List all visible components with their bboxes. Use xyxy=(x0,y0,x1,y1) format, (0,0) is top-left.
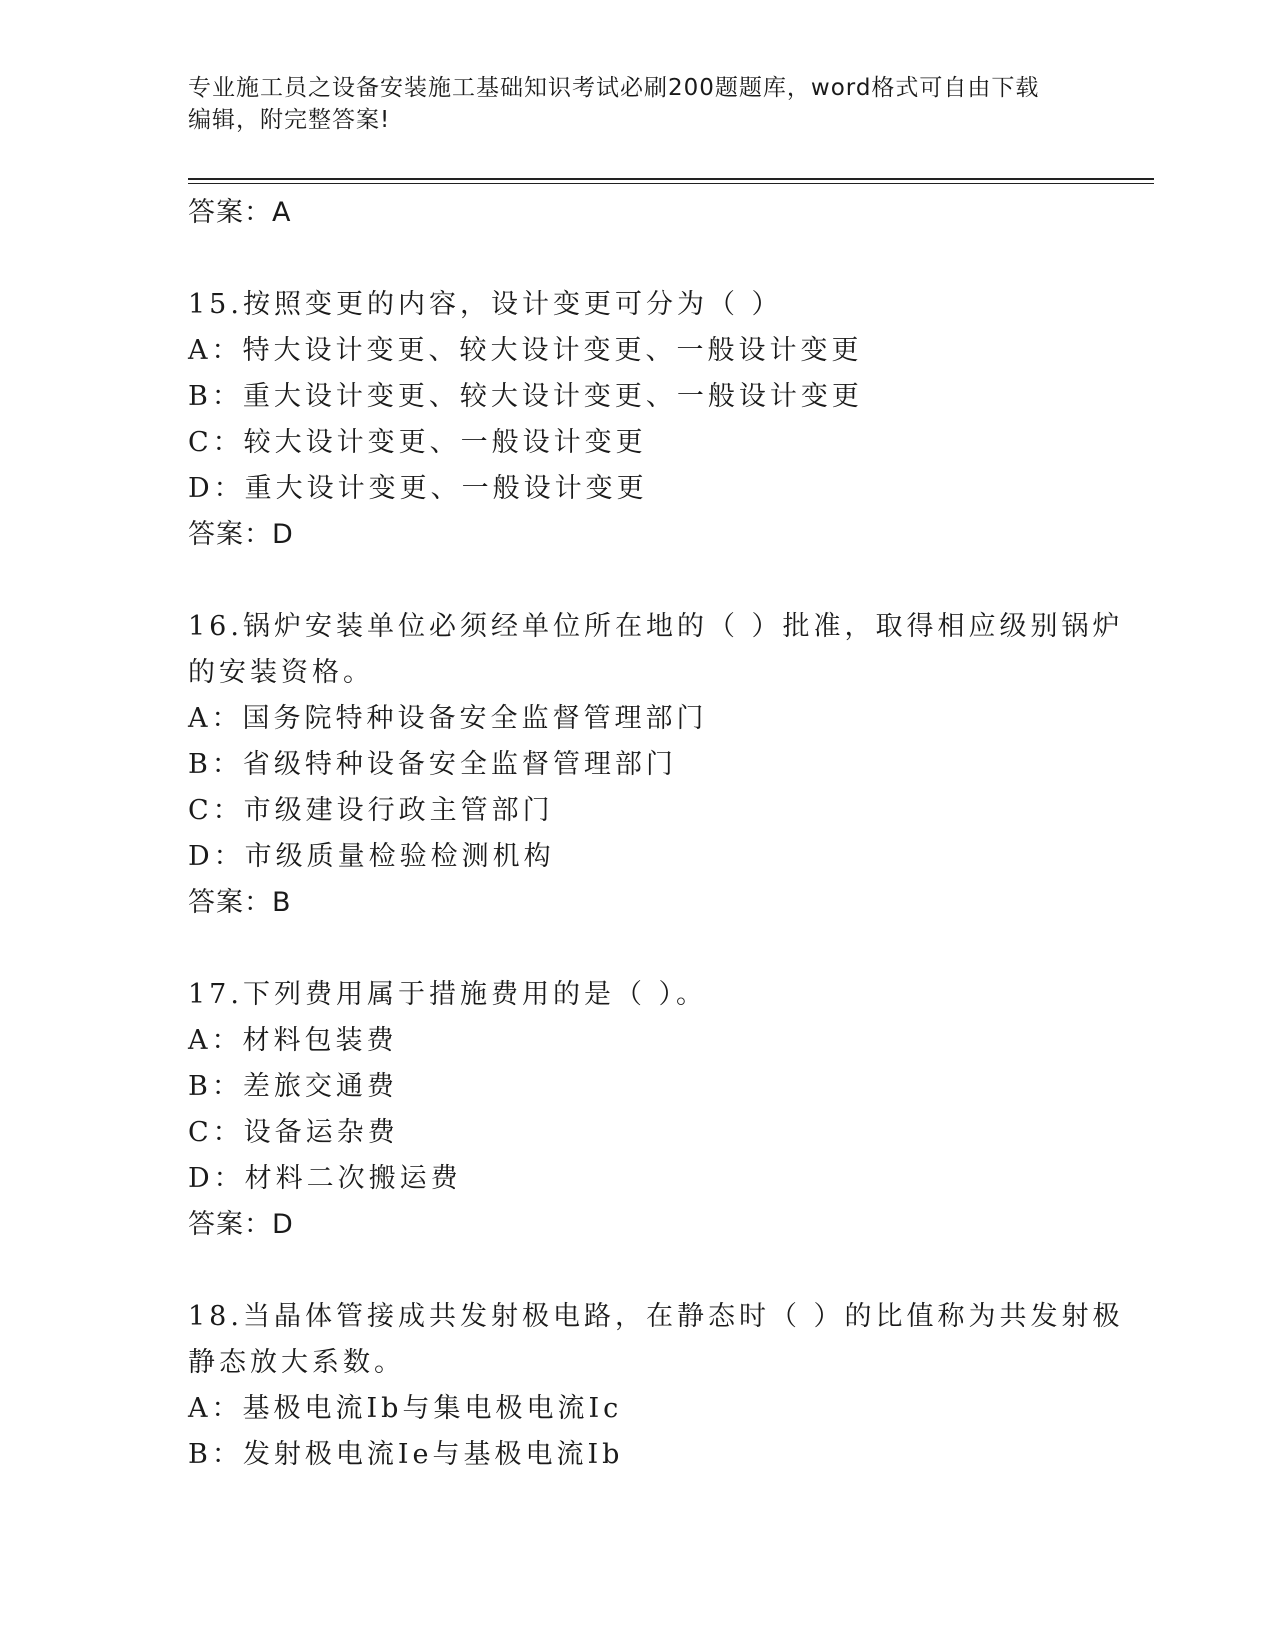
document-body xyxy=(188,190,1124,1478)
question-block xyxy=(188,282,1088,558)
question-option: B：发射极电流Ie与基极电流Ib xyxy=(188,1439,624,1470)
question-stem: 15.按照变更的内容，设计变更可分为（ ） xyxy=(188,289,783,320)
question-option: B：重大设计变更、较大设计变更、一般设计变更 xyxy=(188,381,863,412)
question-option: A：基极电流Ib与集电极电流Ic xyxy=(188,1393,623,1424)
question-list xyxy=(188,282,1124,1478)
answer-line: 答案：A xyxy=(188,197,292,228)
question-block xyxy=(188,972,1088,1248)
question-option: C：较大设计变更、一般设计变更 xyxy=(188,427,647,458)
question-option: A：特大设计变更、较大设计变更、一般设计变更 xyxy=(188,335,863,366)
question-option: C：设备运杂费 xyxy=(188,1117,399,1148)
answer-line: 答案：B xyxy=(188,887,292,918)
question-stem: 17.下列费用属于措施费用的是（ ）。 xyxy=(188,979,708,1010)
question-option: C：市级建设行政主管部门 xyxy=(188,795,554,826)
question-block xyxy=(188,604,1124,926)
document-header xyxy=(188,72,1068,136)
header-divider-thick xyxy=(188,178,1154,180)
question-stem: 静态放大系数。 xyxy=(188,1347,405,1378)
question-option: B：差旅交通费 xyxy=(188,1071,398,1102)
question-stem: 的安装资格。 xyxy=(188,657,374,688)
header-line-2: 编辑，附完整答案! xyxy=(188,107,391,133)
question-option: D：材料二次搬运费 xyxy=(188,1163,462,1194)
answer-line: 答案：D xyxy=(188,1209,294,1240)
question-option: D：市级质量检验检测机构 xyxy=(188,841,555,872)
question-stem: 16.锅炉安装单位必须经单位所在地的（ ）批准，取得相应级别锅炉 xyxy=(188,611,1124,642)
question-option: B：省级特种设备安全监督管理部门 xyxy=(188,749,677,780)
question-block xyxy=(188,1294,1124,1478)
answer-line: 答案：D xyxy=(188,519,294,550)
question-option: A：材料包装费 xyxy=(188,1025,398,1056)
header-divider-thin xyxy=(188,183,1154,184)
question-option: D：重大设计变更、一般设计变更 xyxy=(188,473,648,504)
question-stem: 18.当晶体管接成共发射极电路，在静态时（ ）的比值称为共发射极 xyxy=(188,1301,1124,1332)
header-line-1: 专业施工员之设备安装施工基础知识考试必刷200题题库，word格式可自由下载 xyxy=(188,75,1040,101)
question-option: A：国务院特种设备安全监督管理部门 xyxy=(188,703,708,734)
